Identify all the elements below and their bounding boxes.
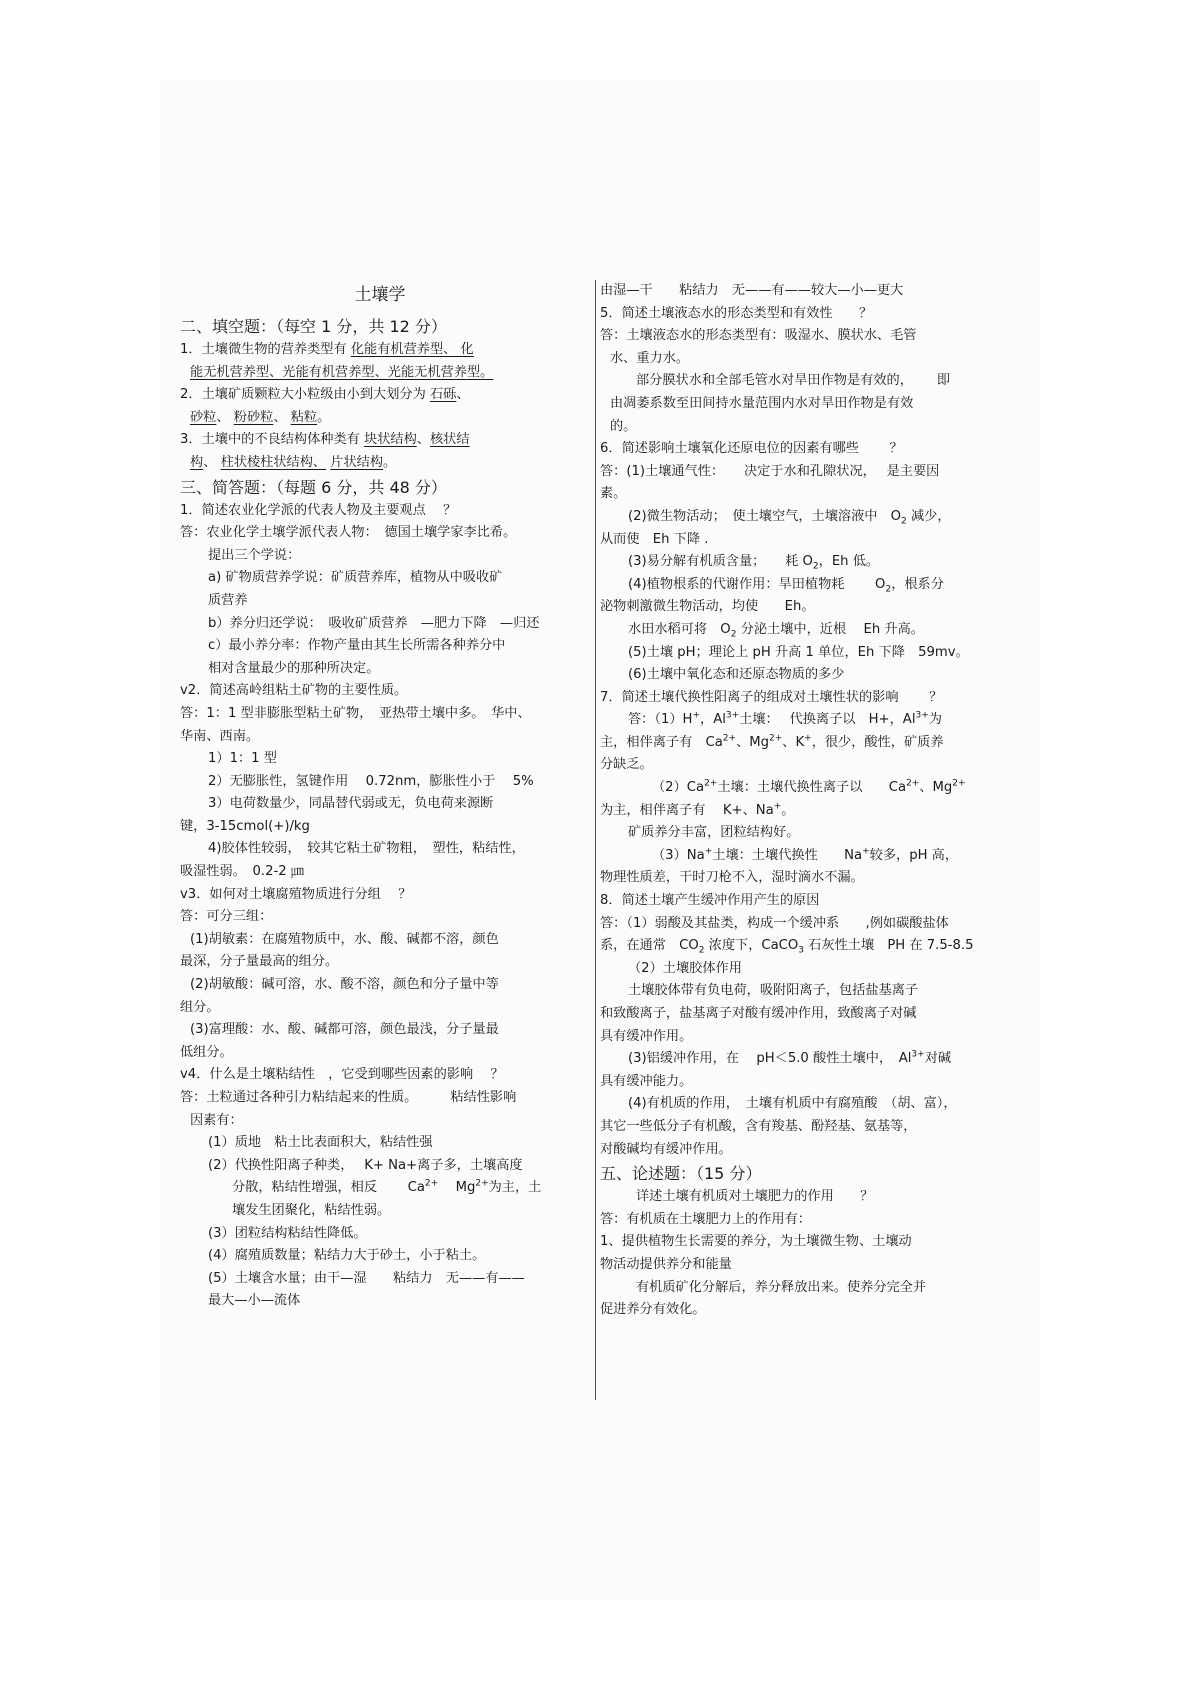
answer-line: 答：（1）弱酸及其盐类，构成一个缓冲系 ,例如碳酸盐体 [600,915,949,931]
answer-blank: 核状结 [429,432,470,448]
section-short-answer-heading: 三、简答题：（每题 6 分，共 48 分） [180,477,447,497]
answer-line: 答：土粒通过各种引力粘结起来的性质。 粘结性影响 [180,1090,517,1105]
answer-line: (3)铝缓冲作用，在 pH＜5.0 酸性土壤中， $Al^{3+}$对碱 [628,1049,952,1067]
section-essay-heading: 五、论述题：（15 分） [600,1164,762,1184]
answer-line: 答：农业化学土壤学派代表人物： 德国土壤学家李比希。 [180,525,517,541]
right-column [600,280,1000,1322]
answer-line: 键，3-15cmol(+)/kg [180,818,310,834]
answer-line: 土壤胶体带有负电荷，吸附阳离子，包括盐基离子 [628,983,919,999]
answer-blank: 化能有机营养型、 化 [350,342,474,357]
short-q2: v2．简述高岭组粘土矿物的主要性质。 [180,683,408,699]
answer-line: 最大—小—流体 [208,1293,301,1309]
answer-line: (5)土壤 pH；理论上 pH 升高 1 单位，Eh 下降 59mv。 [628,644,969,660]
answer-blank: 粉砂粒 [233,409,274,425]
question-2-cont: 砂粒、 粉砂粒、 粘粒。 [190,409,331,425]
answer-line: (1）质地 粘土比表面积大，粘结性强 [208,1135,433,1151]
answer-blank: 片状结构 [330,454,384,470]
answer-line: (5）土壤含水量；由干—湿 粘结力 无——有—— [208,1270,525,1286]
question-2: 2．土壤矿质颗粒大小粒级由小到大划分为 石砾、 [180,387,470,403]
page-title: 土壤学 [354,285,406,305]
question-1-cont [180,362,580,385]
answer-line: (2)微生物活动； 使土壤空气，土壤溶液中 $O_2$ 减少， [628,508,951,527]
answer-blank: 石砾 [429,387,457,403]
answer-line: 相对含量最少的那种所决定。 [208,660,380,676]
answer-line: (4)有机质的作用， 土壤有机质中有腐殖酸 （胡、富）， [628,1096,957,1112]
answer-line: a) 矿物质营养学说：矿质营养库，植物从中吸收矿 [208,570,503,586]
answer-line: 矿质养分丰富，团粒结构好。 [628,825,800,841]
answer-line: 质营养 [208,592,248,608]
short-q4: v4．什么是土壤粘结性 ，它受到哪些因素的影响 ？ [180,1067,504,1083]
answer-line: 物理性质差，干时刀枪不入，湿时滴水不漏。 [600,870,864,886]
answer-line: 答：有机质在土壤肥力上的作用有： [600,1211,811,1227]
answer-line: 由湿—干 粘结力 无——有——较大—小—更大 [600,283,904,298]
answer-line: 组分。 [180,999,220,1015]
answer-blank: 块状结构 [364,432,417,448]
answer-line: 分缺乏。 [600,757,653,773]
answer-line: 为主，相伴离子有 K+、Na+。 [600,801,795,818]
answer-line: 系，在通常 $CO_2$ 浓度下，CaCO$_3$ 石灰性土壤 PH 在 7.5-8.5 [600,938,974,956]
answer-line: 4)胶体性较弱， 较其它粘土矿物粗， 塑性，粘结性， [208,841,525,857]
answer-line: 水、重力水。 [610,350,690,366]
answer-line: 具有缓冲能力。 [600,1073,693,1089]
answer-line: （3）Na+土壤：土壤代换性 Na+较多，pH 高， [652,846,959,863]
answer-line: 的。 [610,418,637,434]
answer-line: 答：1：1 型非膨胀型粘土矿物， 亚热带土壤中多。 华中、 [180,705,531,721]
answer-line: c）最小养分率：作物产量由其生长所需各种养分中 [208,638,506,654]
answer-line: 和致酸离子，盐基离子对酸有缓冲作用，致酸离子对碱 [600,1006,917,1021]
answer-line: 主，相伴离子有 $Ca^{2+}$、$Mg^{2+}$、K+，很少，酸性，矿质养 [600,733,944,750]
answer-line: 提出三个学说： [208,547,301,563]
answer-line: 由凋萎系数至田间持水量范围内水对旱田作物是有效 [610,395,914,411]
answer-line: (2)胡敏酸：碱可溶，水、酸不溶，颜色和分子量中等 [190,977,499,993]
answer-line: (3)富理酸：水、酸、碱都可溶，颜色最浅，分子量最 [190,1022,499,1038]
section-fill-blank-heading: 二、填空题：（每空 1 分，共 12 分） [180,317,447,336]
column-divider [595,280,596,1400]
answer-line: 最深，分子量最高的组分。 [180,954,339,970]
answer-line: 答：可分三组： [180,909,273,925]
answer-line: （2）土壤胶体作用 [628,960,742,976]
short-q1: 1．简述农业化学派的代表人物及主要观点 ？ [180,502,457,518]
short-q5: 5．简述土壤液态水的形态类型和有效性 ？ [600,305,873,321]
answer-line: 素。 [600,486,627,502]
answer-line: 促进养分有效化。 [600,1302,706,1318]
answer-line: 1、提供植物生长需要的养分，为土壤微生物、土壤动 [600,1234,912,1250]
answer-line: 水田水稻可将 $O_2$ 分泌土壤中，近根 Eh 升高。 [628,621,924,640]
answer-line: (4）腐殖质数量；粘结力大于砂土，小于粘土。 [208,1248,486,1264]
answer-line: (4)植物根系的代谢作用：旱田植物耗 $O_2$，根系分 [628,576,944,595]
answer-blank: 粘粒 [290,409,318,425]
answer-line: 部分膜状水和全部毛管水对旱田作物是有效的， 即 [636,373,951,389]
answer-line: 具有缓冲作用。 [600,1028,693,1044]
answer-line: 物活动提供养分和能量 [600,1256,732,1272]
answer-line: (3)易分解有机质含量； 耗 $O_2$，Eh 低。 [628,554,880,572]
left-column [180,280,580,1313]
answer-line: b）养分归还学说： 吸收矿质营养 —肥力下降 —归还 [208,615,540,631]
answer-line: (3）团粒结构粘结性降低。 [208,1225,367,1241]
answer-line: 答：(1)土壤通气性： 决定于水和孔隙状况， 是主要因 [600,463,940,479]
short-q8: 8．简述土壤产生缓冲作用产生的原因 [600,893,820,909]
answer-line: (2）代换性阳离子种类， K+ Na+离子多，土壤高度 [208,1157,523,1173]
answer-line: 2）无膨胀性，氢键作用 0.72nm，膨胀性小于 5% [208,773,534,789]
answer-line: 其它一些低分子有机酸，含有羧基、酚羟基、氨基等， [600,1118,917,1134]
answer-line: 低组分。 [180,1044,233,1060]
answer-line: 有机质矿化分解后，养分释放出来。使养分完全并 [636,1279,927,1295]
answer-line: 从而使 Eh 下降 . [600,531,709,547]
short-q3: v3．如何对土壤腐殖物质进行分组 ？ [180,886,412,902]
answer-blank: 能无机营养型、光能有机营养型、光能无机营养型。 [190,364,494,380]
answer-line: 泌物刺激微生物活动，均使 Eh。 [600,599,815,615]
answer-line: 吸湿性弱。 0.2-2 ㎛ [180,864,305,880]
essay-question: 详述土壤有机质对土壤肥力的作用 ？ [636,1189,874,1205]
answer-line: 因素有： [190,1112,243,1128]
short-q6: 6．简述影响土壤氧化还原电位的因素有哪些 ？ [600,441,903,457]
short-q7: 7．简述土壤代换性阳离子的组成对土壤性状的影响 ？ [600,689,943,705]
answer-line: (6)土壤中氧化态和还原态物质的多少 [628,667,845,683]
answer-line: 答：（1）H+，$Al^{3+}$土壤： 代换离子以 H+，$Al^{3+}$为 [628,710,942,728]
answer-line: 壤发生团聚化，粘结性弱。 [232,1202,391,1218]
answer-line: 3）电荷数量少，同晶替代弱或无，负电荷来源断 [208,796,494,812]
question-1: 1．土壤微生物的营养类型有 化能有机营养型、 化 [180,342,474,357]
answer-line: 华南、西南。 [180,728,260,744]
answer-line: 分散，粘结性增强，相反 $Ca^{2+}$ $Mg^{2+}$为主，土 [232,1178,542,1196]
question-3-cont: 构、 柱状棱柱状结构、 片状结构。 [190,454,397,470]
answer-line: 1）1：1 型 [208,751,277,767]
answer-blank: 柱状棱柱状结构、 [220,454,327,470]
answer-blank: 构 [190,454,204,470]
answer-blank: 砂粒 [190,409,217,425]
answer-line: $(2)Ca^{2+}$土壤：土壤代换性离子以 $Ca^{2+}$、$Mg^{2+}$ [652,778,966,796]
answer-line: (1)胡敏素：在腐殖物质中，水、酸、碱都不溶，颜色 [190,931,499,947]
answer-line: 对酸碱均有缓冲作用。 [600,1141,732,1157]
answer-line: 答：土壤液态水的形态类型有：吸湿水、膜状水、毛管 [600,328,917,344]
question-3: 3．土壤中的不良结构体种类有 块状结构、核状结 [180,432,470,448]
